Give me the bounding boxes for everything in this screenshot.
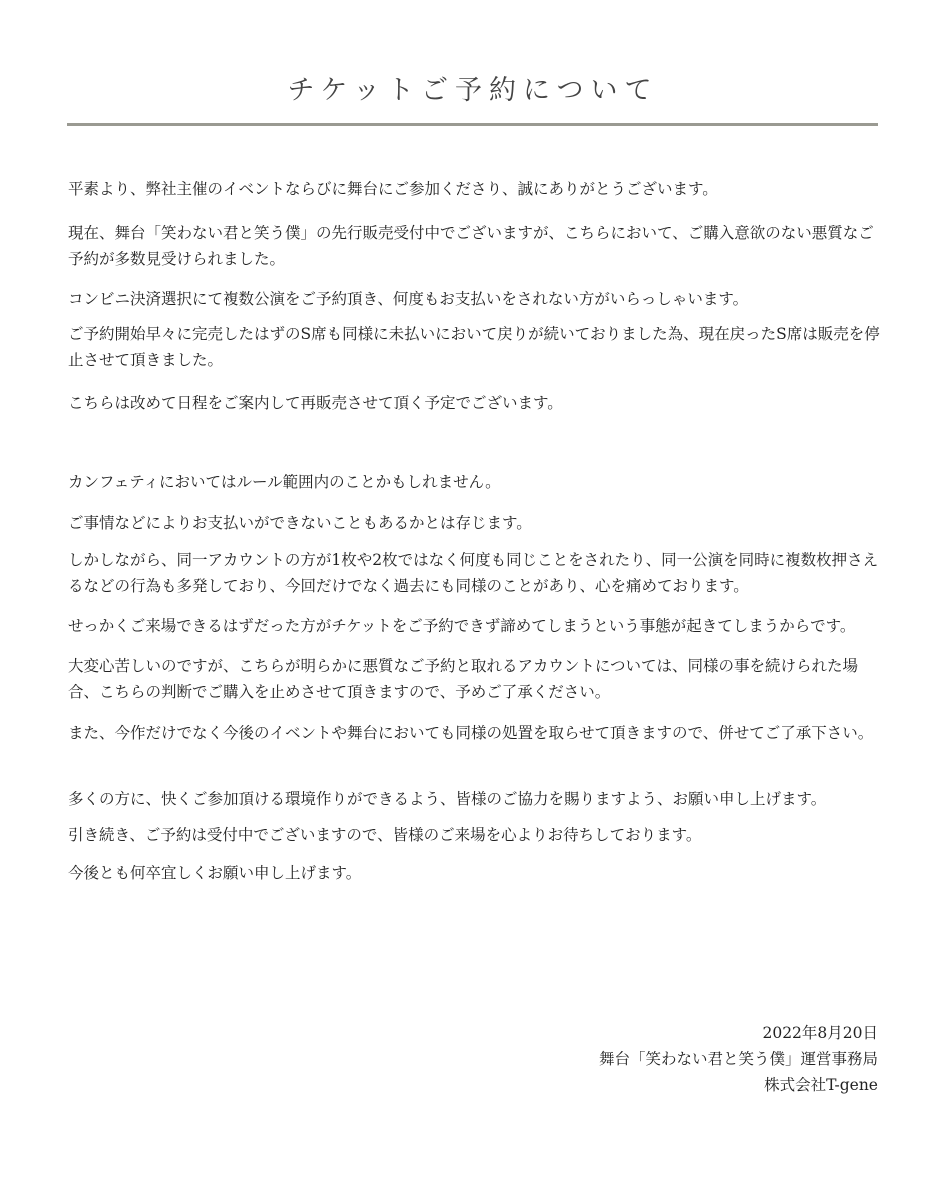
paragraph-reason: せっかくご来場できるはずだった方がチケットをご予約できず諦めてしまうという事態が起きてしまうからです。: [68, 617, 856, 635]
title-divider: [67, 123, 878, 126]
signature-date: 2022年8月20日: [762, 1024, 878, 1042]
paragraph-convenience-payment: コンビニ決済選択にて複数公演をご予約頂き、何度もお支払いをされない方がいらっしゃいます。: [68, 290, 749, 308]
paragraph-s-seats: ご予約開始早々に完売したはずのS席も同様に未払いにおいて戻りが続いておりました為、現在戻ったS席は販売を停止させて頂きました。: [68, 325, 880, 369]
signature-block: [599, 1020, 878, 1098]
paragraph-circumstances: ご事情などによりお支払いができないこともあるかとは存じます。: [68, 514, 532, 532]
paragraph-cooperation: 多くの方に、快くご参加頂ける環境作りができるよう、皆様のご協力を賜りますよう、お願い申し上げます。: [68, 790, 827, 808]
paragraph-resale: こちらは改めて日程をご案内して再販売させて頂く予定でございます。: [68, 394, 563, 412]
paragraph-however: しかしながら、同一アカウントの方が1枚や2枚ではなく何度も同じことをされたり、同一公演を同時に複数枚押さえるなどの行為も多発しており、今回だけでなく過去にも同様のことがあり、心を痛めております。: [68, 551, 879, 595]
signature-office: 舞台「笑わない君と笑う僕」運営事務局: [598, 1050, 878, 1068]
paragraph-confetti: カンフェティにおいてはルール範囲内のことかもしれません。: [68, 473, 501, 491]
paragraph-closing: 今後とも何卒宜しくお願い申し上げます。: [68, 864, 362, 882]
notice-title: チケットご予約について: [287, 75, 659, 106]
paragraph-greeting: 平素より、弊社主催のイベントならびに舞台にご参加くださり、誠にありがとうございます。: [68, 180, 718, 198]
signature-company: 株式会社T-gene: [764, 1076, 878, 1094]
paragraph-issue: 現在、舞台「笑わない君と笑う僕」の先行販売受付中でございますが、こちらにおいて、ご購入意欲のない悪質なご予約が多数見受けられました。: [68, 224, 874, 268]
paragraph-accepting: 引き続き、ご予約は受付中でございますので、皆様のご来場を心よりお待ちしております。: [68, 826, 702, 844]
paragraph-measures: 大変心苦しいのですが、こちらが明らかに悪質なご予約と取れるアカウントについては、同様の事を続けられた場合、こちらの判断でご購入を止めさせて頂きますので、予めご了承ください。: [68, 657, 859, 701]
paragraph-future: また、今作だけでなく今後のイベントや舞台においても同様の処置を取らせて頂きますので、併せてご了承下さい。: [68, 724, 874, 742]
